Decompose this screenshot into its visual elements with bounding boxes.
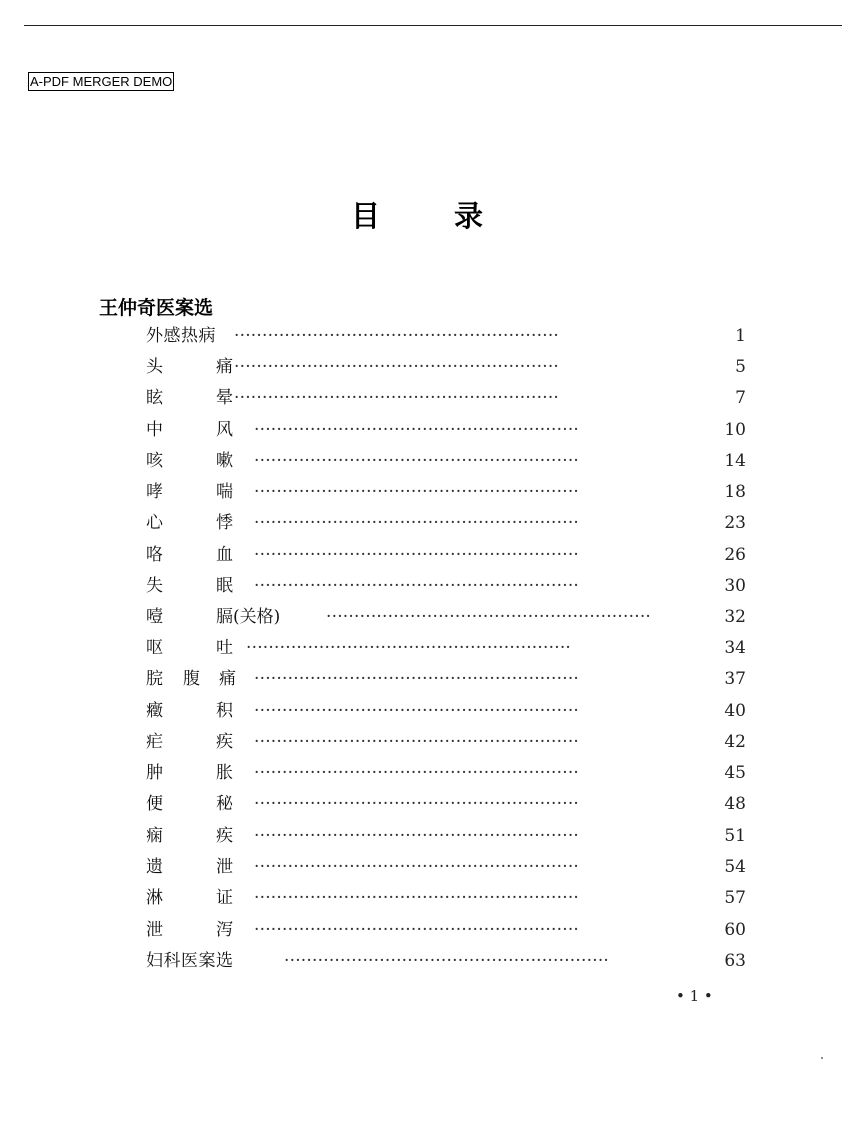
toc-page-number: 51: [724, 826, 746, 846]
toc-dot-leader: ··························································: [254, 920, 580, 940]
toc-entry-label-part: 疟: [146, 732, 163, 752]
toc-dot-leader: ··························································: [254, 669, 580, 689]
toc-entry-label-part: 科: [163, 951, 181, 971]
top-rule: [24, 25, 842, 26]
toc-page-number: 40: [724, 701, 746, 721]
toc-dot-leader: ··························································: [234, 326, 560, 346]
toc-entry-label-part: 痫: [146, 826, 163, 846]
toc-entry-label-part: 中: [146, 420, 163, 440]
toc-entry-label-part: 悸: [216, 513, 233, 533]
page-title-char-2: 录: [454, 199, 484, 233]
toc-entry-label-part: 咳: [146, 451, 163, 471]
toc-dot-leader: ··························································: [254, 763, 580, 783]
toc-entry-label-part: 血: [216, 545, 233, 565]
toc-entry-label-part: 泄: [146, 920, 163, 940]
toc-dot-leader: ··························································: [254, 794, 580, 814]
toc-entry-label-part: 痛: [216, 357, 233, 377]
toc-entry-label-part: 外: [146, 326, 163, 346]
toc-entry-label-part: 病: [198, 326, 216, 346]
toc-entry-label-part: 晕: [216, 388, 233, 408]
toc-entry: [146, 792, 746, 816]
toc-dot-leader: ··························································: [254, 826, 580, 846]
toc-entry-label-part: 淋: [146, 888, 163, 908]
page-title: [351, 194, 501, 238]
toc-entry: [146, 574, 746, 598]
toc-page-number: 18: [724, 482, 746, 502]
toc-page-number: 7: [735, 388, 746, 408]
page-number: • 1 •: [676, 987, 713, 1005]
toc-entry-label-part: 热: [181, 326, 198, 346]
toc-entry-label-part: 嗽: [216, 451, 233, 471]
toc-entry-label-part: 肿: [146, 763, 163, 783]
toc-dot-leader: ··························································: [254, 513, 580, 533]
toc-entry-label-part: 痛: [219, 669, 236, 689]
toc-entry-label-part: 脘: [146, 669, 163, 689]
toc-entry-label-part: 噎: [146, 607, 163, 627]
toc-entry: [146, 511, 746, 535]
toc-page-number: 5: [735, 357, 746, 377]
toc-dot-leader: ··························································: [234, 357, 560, 377]
toc-page-number: 54: [724, 857, 746, 877]
toc-page-number: 37: [724, 669, 746, 689]
toc-page-number: 60: [724, 920, 746, 940]
toc-page-number: 23: [724, 513, 746, 533]
toc-entry: [146, 761, 746, 785]
toc-entry-label-part: 腹: [183, 669, 200, 689]
toc-page-number: 34: [724, 638, 746, 658]
watermark-label: A-PDF MERGER DEMO: [30, 74, 173, 89]
toc-entry: [146, 918, 746, 942]
section-heading: 王仲奇医案选: [99, 297, 214, 319]
toc-entry-label-part: 案: [198, 951, 216, 971]
toc-entry-label-part: 眩: [146, 388, 163, 408]
toc-entry: [146, 949, 746, 973]
toc-entry-label-part: 头: [146, 357, 163, 377]
toc-dot-leader: ··························································: [254, 420, 580, 440]
toc-entry-label-part: 泻: [216, 920, 233, 940]
toc-entry: [146, 886, 746, 910]
toc-page-number: 57: [724, 888, 746, 908]
toc-dot-leader: ··························································: [254, 451, 580, 471]
page-title-char-1: 目: [351, 199, 381, 233]
scan-speck: [821, 1057, 823, 1059]
toc-dot-leader: ··························································: [254, 576, 580, 596]
toc-entry-label-part: 便: [146, 794, 163, 814]
toc-entry-label-part: 风: [216, 420, 233, 440]
toc-entry: [146, 636, 746, 660]
toc-entry: [146, 605, 746, 629]
toc-entry-label-part: 疾: [216, 732, 233, 752]
toc-page-number: 26: [724, 545, 746, 565]
toc-page-number: 30: [724, 576, 746, 596]
toc-entry-label-part: 心: [146, 513, 163, 533]
toc-dot-leader: ··························································: [254, 732, 580, 752]
toc-entry-label-part: 呕: [146, 638, 163, 658]
toc-dot-leader: ··························································: [246, 638, 572, 658]
toc-entry-label-part: 医: [181, 951, 198, 971]
toc-dot-leader: ··························································: [254, 701, 580, 721]
toc-dot-leader: ··························································: [254, 545, 580, 565]
toc-dot-leader: ··························································: [284, 951, 610, 971]
toc-page-number: 48: [724, 794, 746, 814]
toc-dot-leader: ··························································: [254, 888, 580, 908]
toc-entry-label-part: 膈(关格): [216, 607, 281, 627]
toc-page-number: 63: [724, 951, 746, 971]
toc-page-number: 1: [735, 326, 746, 346]
toc-entry: [146, 324, 746, 348]
toc-entry-label-part: 眠: [216, 576, 233, 596]
toc-entry: [146, 855, 746, 879]
toc-entry: [146, 699, 746, 723]
toc-entry-label-part: 泄: [216, 857, 233, 877]
toc-entry: [146, 355, 746, 379]
toc-page-number: 14: [724, 451, 746, 471]
toc-entry: [146, 480, 746, 504]
toc-entry-label-part: 失: [146, 576, 163, 596]
toc-entry: [146, 418, 746, 442]
toc-entry-label-part: 癥: [146, 701, 163, 721]
toc-dot-leader: ··························································: [254, 482, 580, 502]
toc-dot-leader: ··························································: [254, 857, 580, 877]
toc-entry: [146, 449, 746, 473]
toc-entry: [146, 824, 746, 848]
toc-entry-label-part: 秘: [216, 794, 233, 814]
toc-entry-label-part: 证: [216, 888, 233, 908]
toc-page-number: 45: [724, 763, 746, 783]
toc-entry: [146, 386, 746, 410]
toc-entry-label-part: 疾: [216, 826, 233, 846]
toc-dot-leader: ··························································: [326, 607, 652, 627]
toc-entry-label-part: 遗: [146, 857, 163, 877]
toc-entry-label-part: 积: [216, 701, 233, 721]
toc-entry-label-part: 感: [163, 326, 181, 346]
toc-entry-label-part: 妇: [146, 951, 163, 971]
toc-entry-label-part: 哮: [146, 482, 163, 502]
toc-entry-label-part: 喘: [216, 482, 233, 502]
toc-entry: [146, 543, 746, 567]
toc-entry-label-part: 吐: [216, 638, 233, 658]
toc-entry-label-part: 选: [216, 951, 233, 971]
toc-entry-label-part: 咯: [146, 545, 163, 565]
toc-page-number: 42: [724, 732, 746, 752]
toc-entry: [146, 667, 746, 691]
toc-entry: [146, 730, 746, 754]
toc-dot-leader: ··························································: [234, 388, 560, 408]
toc-page-number: 10: [724, 420, 746, 440]
toc-page-number: 32: [724, 607, 746, 627]
toc-entry-label-part: 胀: [216, 763, 233, 783]
